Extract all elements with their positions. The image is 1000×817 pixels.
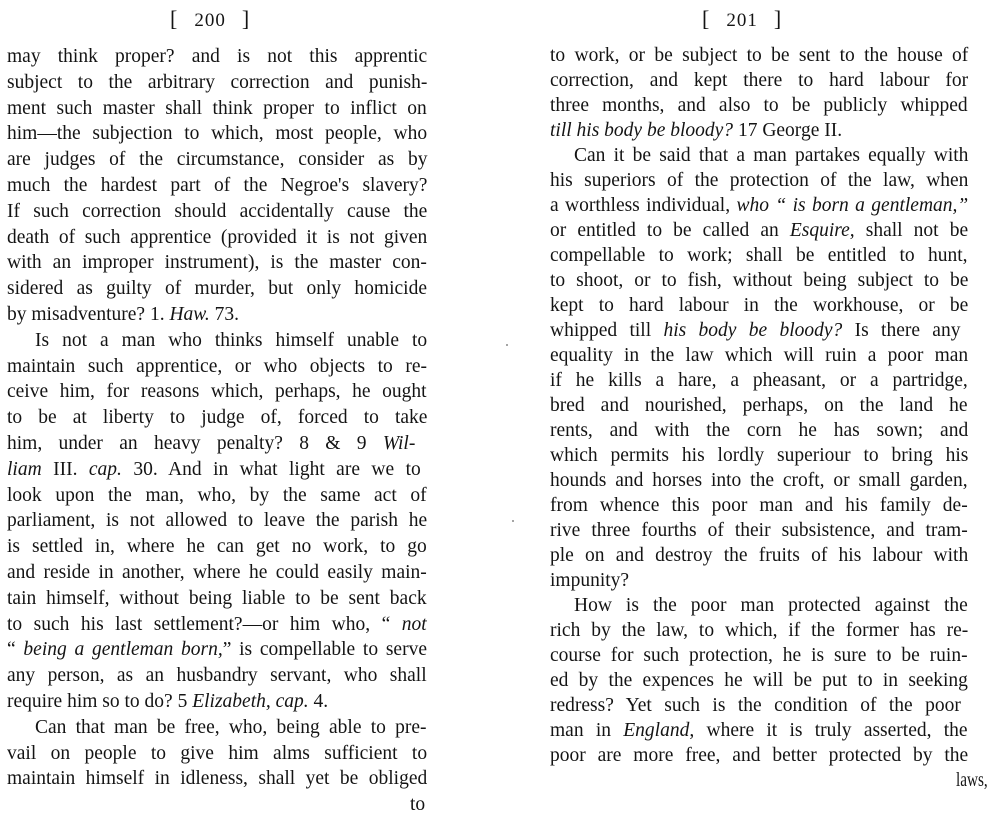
text-line: Is not a man who thinks himself unable to bbox=[35, 329, 428, 351]
text-line: laws, bbox=[956, 770, 988, 791]
text-line: kept to hard labour in the workhouse, or be bbox=[550, 295, 969, 316]
text-line: vail on people to give him alms sufficient to bbox=[7, 742, 428, 764]
text-line: If such correction should accidentally cause the bbox=[7, 200, 428, 222]
text-line: or entitled to be called an Esquire, shall not be bbox=[550, 220, 969, 241]
text-line: bred and nourished, perhaps, on the land he bbox=[550, 395, 968, 416]
text-line: ment such master shall think proper to inflict on bbox=[7, 97, 427, 119]
text-line: death of such apprentice (provided it is not given bbox=[7, 226, 428, 248]
right-page bbox=[500, 0, 1000, 801]
text-line: till his body be bloody? 17 George II. bbox=[550, 120, 843, 141]
text-line: sidered as guilty of murder, but only homicide bbox=[7, 278, 427, 300]
text-line: three months, and also to be publicly whipped bbox=[550, 95, 968, 116]
text-line: compellable to work; shall be entitled to hunt, bbox=[550, 245, 968, 266]
text-line: a worthless individual, who “ is born a gentleman,” bbox=[550, 195, 969, 216]
text-line: require him so to do? 5 Elizabeth, cap. 4. bbox=[7, 691, 329, 712]
text-line: by misadventure? 1. Haw. 73. bbox=[7, 304, 239, 325]
text-line: from whence this poor man and his family de- bbox=[550, 495, 968, 516]
right-page-header: [ 201 ] bbox=[702, 6, 783, 31]
ink-speck bbox=[506, 344, 508, 346]
text-line: Can it be said that a man partakes equally with bbox=[574, 145, 969, 166]
text-line: are judges of the circumstance, consider as by bbox=[7, 149, 428, 171]
text-line: rive three fourths of their subsistence, and tram- bbox=[550, 520, 968, 541]
left-page-header: [ 200 ] bbox=[170, 6, 251, 31]
text-line: poor are more free, and better protected by the bbox=[550, 745, 969, 766]
text-line: “ being a gentleman born,” is compellable to serve bbox=[7, 639, 427, 661]
text-line: liam III. cap. 30. And in what light are we to bbox=[7, 458, 421, 480]
text-line: is settled in, where he can get no work, to go bbox=[7, 536, 427, 558]
text-line: and reside in another, where he could easily main- bbox=[7, 562, 427, 583]
text-line: look upon the man, who, by the same act of bbox=[7, 484, 427, 506]
text-line: to be at liberty to judge of, forced to take bbox=[7, 407, 428, 429]
text-line: whipped till his body be bloody? Is there any bbox=[550, 320, 961, 341]
text-line: parliament, is not allowed to leave the parish he bbox=[7, 510, 428, 532]
text-line: which permits his lordly superiour to bring his bbox=[550, 445, 969, 466]
text-line: correction, and kept there to hard labour for bbox=[550, 70, 969, 91]
text-line: subject to the arbitrary correction and punish- bbox=[7, 71, 428, 93]
text-line: to bbox=[410, 794, 426, 816]
text-line: may think proper? and is not this apprentic bbox=[7, 46, 428, 67]
text-line: maintain himself in idleness, shall yet be obliged bbox=[7, 768, 428, 790]
ink-speck bbox=[512, 520, 514, 522]
text-line: to work, or be subject to be sent to the house of bbox=[550, 45, 969, 66]
text-line: course for such protection, he is sure to be ruin- bbox=[550, 645, 968, 666]
text-line: to shoot, or to fish, without being subject to be bbox=[550, 270, 969, 291]
text-line: man in England, where it is truly asserted, the bbox=[550, 720, 968, 741]
text-line: ple on and destroy the fruits of his labour with bbox=[550, 545, 969, 566]
text-line: much the hardest part of the Negroe's slavery? bbox=[7, 175, 428, 196]
text-line: him, under an heavy penalty? 8 & 9 Wil- bbox=[7, 433, 416, 454]
text-line: How is the poor man protected against the bbox=[574, 595, 968, 616]
text-line: to such his last settlement?—or him who, “ not bbox=[7, 613, 427, 635]
text-line: his superiors of the protection of the law, when bbox=[550, 170, 969, 191]
text-line: redress? Yet such is the condition of the poor bbox=[550, 695, 961, 716]
text-line: ceive him, for reasons which, perhaps, he ought bbox=[7, 381, 427, 403]
text-line: hounds and horses into the croft, or small garden, bbox=[550, 470, 968, 491]
right-page-number: 201 bbox=[726, 10, 758, 31]
text-line: Can that man be free, who, being able to pre- bbox=[35, 716, 427, 738]
text-line: equality in the law which will ruin a poor man bbox=[550, 345, 969, 366]
text-line: him—the subjection to which, most people, who bbox=[7, 123, 428, 145]
text-line: rents, and with the corn he has sown; and bbox=[550, 420, 969, 441]
text-line: rich by the law, to which, if the former has re- bbox=[550, 620, 969, 641]
text-line: impunity? bbox=[550, 570, 630, 591]
left-page bbox=[0, 0, 500, 816]
left-page-number: 200 bbox=[194, 10, 226, 31]
text-line: tain himself, without being liable to be sent back bbox=[7, 587, 427, 609]
text-line: if he kills a hare, a pheasant, or a partridge, bbox=[550, 370, 968, 391]
text-line: maintain such apprentice, or who objects to re- bbox=[7, 355, 428, 377]
text-line: with an improper instrument), is the master con- bbox=[7, 252, 427, 274]
text-line: any person, as an husbandry servant, who shall bbox=[7, 665, 427, 687]
text-line: ed by the expences he will be put to in seeking bbox=[550, 670, 968, 691]
